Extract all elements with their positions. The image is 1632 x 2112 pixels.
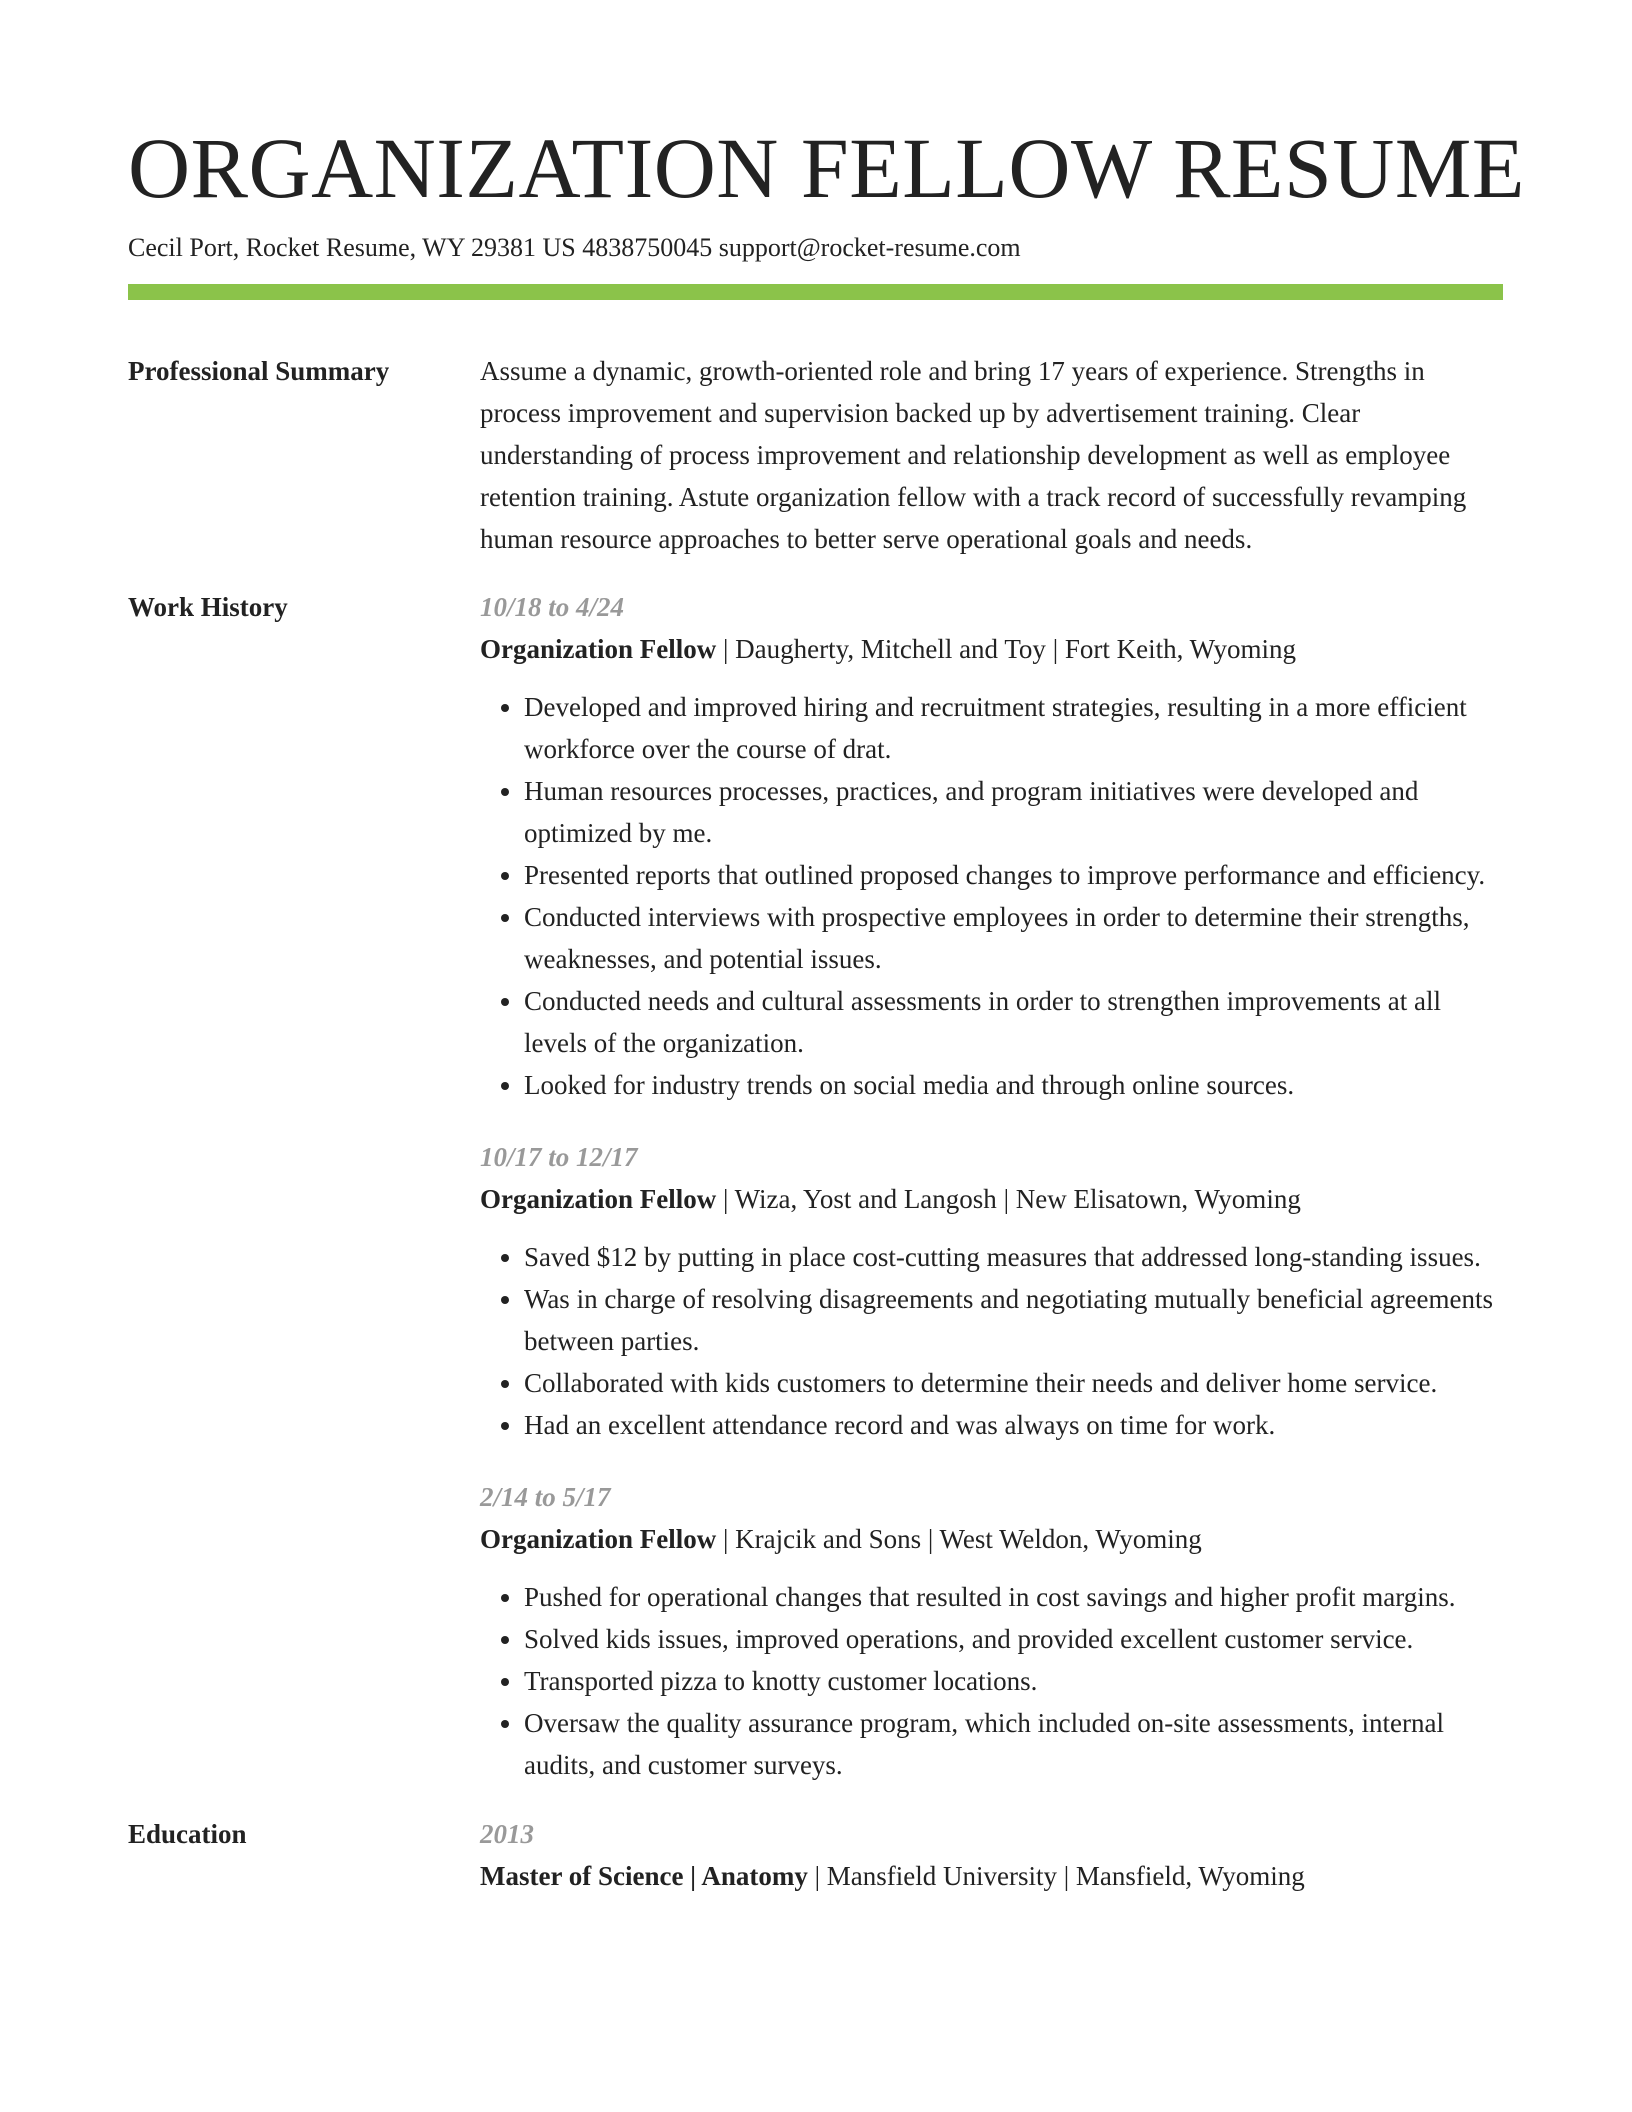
contact-line: Cecil Port, Rocket Resume, WY 29381 US 4838750045 support@rocket-resume.com <box>128 233 1021 262</box>
job-company: Daugherty, Mitchell and Toy <box>735 634 1046 664</box>
job-separator: | <box>716 1524 736 1554</box>
list-item: • Looked for industry trends on social media and through online sources. <box>524 1064 1503 1106</box>
job-date: 10/17 to 12/17 <box>480 1142 638 1172</box>
job-title: Organization Fellow <box>480 634 717 664</box>
education-separator: | <box>807 1861 827 1891</box>
job-date: 10/18 to 4/24 <box>480 592 625 622</box>
list-item: • Presented reports that outlined proposed changes to improve performance and efficiency. <box>524 854 1503 896</box>
job-title: Organization Fellow <box>480 1184 717 1214</box>
list-item: • Collaborated with kids customers to determine their needs and deliver home service. <box>524 1362 1503 1404</box>
job-title: Organization Fellow <box>480 1524 717 1554</box>
job-separator: | <box>716 634 736 664</box>
list-item: • Solved kids issues, improved operations, and provided excellent customer service. <box>524 1618 1503 1660</box>
education-location: Mansfield, Wyoming <box>1075 1861 1305 1891</box>
job-entry <box>480 1136 1503 1446</box>
job-bullet-list <box>480 1576 1503 1786</box>
resume-title: ORGANIZATION FELLOW RESUME <box>128 120 1525 216</box>
list-item: • Developed and improved hiring and recruitment strategies, resulting in a more efficient workforce over the course of drat. <box>524 686 1503 770</box>
education-body <box>480 1813 1503 1897</box>
job-separator: | <box>996 1184 1016 1214</box>
list-item: • Conducted needs and cultural assessments in order to strengthen improvements at all levels of the organization. <box>524 980 1503 1064</box>
summary-body <box>480 350 1503 560</box>
list-item: • Saved $12 by putting in place cost-cutting measures that addressed long-standing issues. <box>524 1236 1503 1278</box>
job-heading <box>480 1178 1503 1220</box>
job-location: Fort Keith, Wyoming <box>1064 634 1296 664</box>
work-history-body <box>480 586 1503 1786</box>
work-history-section <box>128 586 1503 1786</box>
section-label-education: Education <box>128 1819 247 1849</box>
list-item: • Was in charge of resolving disagreements and negotiating mutually beneficial agreements between parties. <box>524 1278 1503 1362</box>
job-separator: | <box>1045 634 1065 664</box>
job-location: New Elisatown, Wyoming <box>1015 1184 1301 1214</box>
job-entry <box>480 1476 1503 1786</box>
summary-text: Assume a dynamic, growth-oriented role and bring 17 years of experience. Strengths in process improvement and supervision backed up by advertisement training. Clear understanding of process improvement and relationship development as well as employee retention training. Astute organization fellow with a track record of successfully revamping human resource approaches to better serve operational goals and needs. <box>480 356 1467 554</box>
job-bullet-list <box>480 686 1503 1106</box>
job-company: Wiza, Yost and Langosh <box>734 1184 997 1214</box>
education-school: Mansfield University <box>826 1861 1058 1891</box>
job-separator: | <box>921 1524 940 1554</box>
section-label-work: Work History <box>128 592 288 622</box>
list-item: • Transported pizza to knotty customer locations. <box>524 1660 1503 1702</box>
job-bullet-list <box>480 1236 1503 1446</box>
list-item: • Conducted interviews with prospective employees in order to determine their strengths, weaknesses, and potential issues. <box>524 896 1503 980</box>
list-item: • Oversaw the quality assurance program, which included on-site assessments, internal audits, and customer surveys. <box>524 1702 1503 1786</box>
education-separator: | <box>1057 1861 1076 1891</box>
education-date: 2013 <box>480 1819 534 1849</box>
header-divider <box>128 284 1503 300</box>
list-item: • Had an excellent attendance record and was always on time for work. <box>524 1404 1503 1446</box>
education-section <box>128 1813 1503 1897</box>
job-location: West Weldon, Wyoming <box>939 1524 1202 1554</box>
education-degree: Master of Science | Anatomy <box>480 1861 808 1891</box>
section-label-summary: Professional Summary <box>128 356 390 386</box>
job-date: 2/14 to 5/17 <box>480 1482 611 1512</box>
job-heading <box>480 628 1503 670</box>
professional-summary-section <box>128 350 1503 560</box>
job-entry <box>480 586 1503 1106</box>
job-separator: | <box>716 1184 735 1214</box>
job-company: Krajcik and Sons <box>735 1524 922 1554</box>
education-line <box>480 1855 1503 1897</box>
list-item: • Pushed for operational changes that resulted in cost savings and higher profit margins. <box>524 1576 1503 1618</box>
job-heading <box>480 1518 1503 1560</box>
list-item: • Human resources processes, practices, and program initiatives were developed and optimized by me. <box>524 770 1503 854</box>
